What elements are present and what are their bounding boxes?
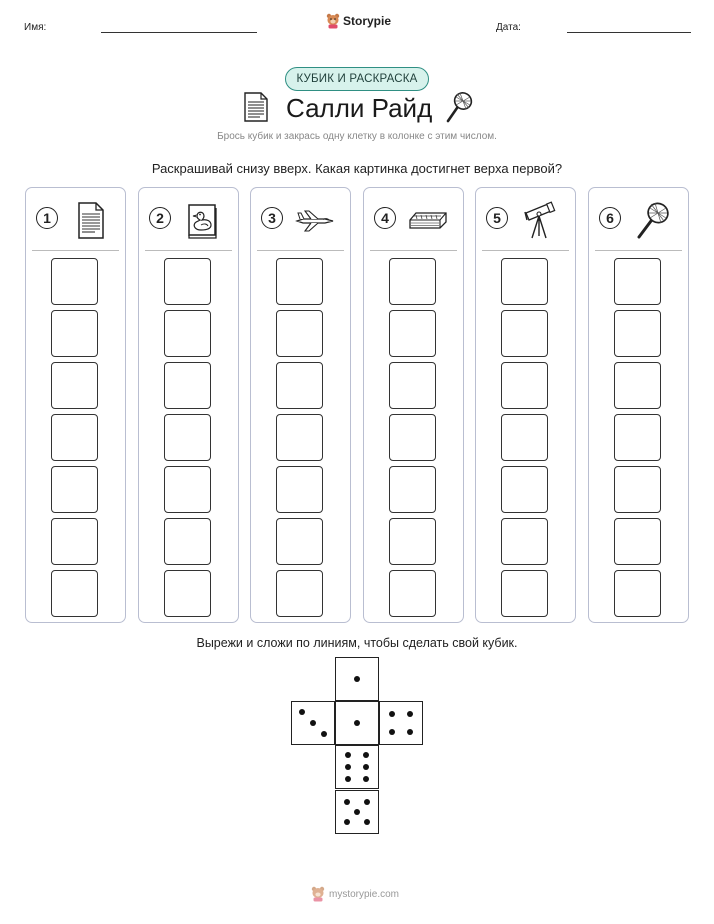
- coloring-cell[interactable]: [276, 414, 323, 461]
- die-pip: [310, 720, 316, 726]
- column-divider: [32, 250, 119, 251]
- die-pip: [321, 731, 327, 737]
- coloring-cell[interactable]: [51, 518, 98, 565]
- die-face-4: [379, 701, 423, 745]
- column-4: [363, 187, 464, 623]
- coloring-cell[interactable]: [389, 362, 436, 409]
- die-face-6: [335, 745, 379, 789]
- coloring-cell[interactable]: [389, 570, 436, 617]
- coloring-cell[interactable]: [51, 570, 98, 617]
- coloring-cell[interactable]: [501, 258, 548, 305]
- column-6: [588, 187, 689, 623]
- cut-instruction: Вырежи и сложи по линиям, чтобы сделать свой кубик.: [196, 636, 518, 650]
- brand-name: Storypie: [343, 14, 392, 28]
- die-pip: [344, 799, 350, 805]
- die-pip: [407, 729, 413, 735]
- die-pip: [299, 709, 305, 715]
- coloring-cell[interactable]: [389, 518, 436, 565]
- document-icon: [70, 200, 110, 240]
- telescope-icon: [520, 200, 560, 240]
- coloring-cell[interactable]: [501, 518, 548, 565]
- die-pip: [364, 819, 370, 825]
- coloring-cell[interactable]: [614, 414, 661, 461]
- column-number: 1: [36, 207, 58, 229]
- die-pip: [389, 711, 395, 717]
- coloring-cell[interactable]: [164, 570, 211, 617]
- coloring-cell[interactable]: [276, 466, 323, 513]
- die-pip: [345, 776, 351, 782]
- column-1: [25, 187, 126, 623]
- coloring-cell[interactable]: [501, 570, 548, 617]
- die-pip: [363, 776, 369, 782]
- name-label: Имя:: [24, 22, 47, 33]
- column-number: 2: [149, 207, 171, 229]
- column-divider: [257, 250, 344, 251]
- coloring-cell[interactable]: [51, 258, 98, 305]
- coloring-cell[interactable]: [164, 362, 211, 409]
- coloring-cell[interactable]: [276, 518, 323, 565]
- coloring-cell[interactable]: [501, 362, 548, 409]
- storypie-logo: [326, 13, 391, 29]
- die-pip: [407, 711, 413, 717]
- column-divider: [482, 250, 569, 251]
- coloring-cell[interactable]: [614, 518, 661, 565]
- die-pip: [354, 720, 360, 726]
- die-face-5: [335, 790, 379, 834]
- die-pip: [345, 764, 351, 770]
- coloring-cell[interactable]: [164, 518, 211, 565]
- column-3: [250, 187, 351, 623]
- coloring-cell[interactable]: [276, 570, 323, 617]
- column-number: 6: [599, 207, 621, 229]
- die-pip: [363, 764, 369, 770]
- instruction: Раскрашивай снизу вверх. Какая картинка достигнет верха первой?: [151, 161, 563, 176]
- column-number: 4: [374, 207, 396, 229]
- die-pip: [345, 752, 351, 758]
- coloring-cell[interactable]: [389, 466, 436, 513]
- column-divider: [145, 250, 232, 251]
- column-number: 3: [261, 207, 283, 229]
- coloring-cell[interactable]: [614, 362, 661, 409]
- coloring-cell[interactable]: [614, 310, 661, 357]
- die-pip: [354, 809, 360, 815]
- coloring-cell[interactable]: [51, 310, 98, 357]
- activity-badge: КУБИК И РАСКРАСКА: [285, 67, 429, 91]
- coloring-cell[interactable]: [614, 258, 661, 305]
- die-pip: [354, 676, 360, 682]
- die-pip: [344, 819, 350, 825]
- footer: [311, 886, 399, 902]
- coloring-cell[interactable]: [276, 362, 323, 409]
- coloring-cell[interactable]: [501, 414, 548, 461]
- column-number: 5: [486, 207, 508, 229]
- document-icon: [243, 92, 269, 122]
- coloring-cell[interactable]: [51, 362, 98, 409]
- page-title: Салли Райд: [286, 93, 433, 123]
- coloring-cell[interactable]: [389, 258, 436, 305]
- tennis-racket-icon: [633, 200, 673, 240]
- coloring-cell[interactable]: [51, 414, 98, 461]
- die-pip: [363, 752, 369, 758]
- die-pip: [389, 729, 395, 735]
- bear-icon: [326, 13, 340, 29]
- coloring-cell[interactable]: [164, 258, 211, 305]
- die-pip: [364, 799, 370, 805]
- name-line: [101, 32, 257, 33]
- die-face-3: [291, 701, 335, 745]
- footer-url: mystorypie.com: [329, 888, 400, 900]
- column-divider: [370, 250, 457, 251]
- coloring-cell[interactable]: [164, 310, 211, 357]
- die-face-1: [335, 701, 379, 745]
- column-2: [138, 187, 239, 623]
- mattress-icon: [408, 200, 448, 240]
- duck-book-icon: [183, 200, 223, 240]
- coloring-cell[interactable]: [164, 466, 211, 513]
- jet-plane-icon: [295, 200, 335, 240]
- coloring-cell[interactable]: [389, 310, 436, 357]
- coloring-cell[interactable]: [614, 570, 661, 617]
- column-5: [475, 187, 576, 623]
- coloring-cell[interactable]: [501, 310, 548, 357]
- coloring-cell[interactable]: [389, 414, 436, 461]
- subtitle: Брось кубик и закрась одну клетку в колонке с этим числом.: [217, 131, 497, 142]
- coloring-cell[interactable]: [276, 310, 323, 357]
- coloring-cell[interactable]: [164, 414, 211, 461]
- die-face-1: [335, 657, 379, 701]
- date-line: [567, 32, 691, 33]
- bear-icon: [311, 886, 325, 902]
- coloring-cell[interactable]: [501, 466, 548, 513]
- coloring-cell[interactable]: [51, 466, 98, 513]
- coloring-cell[interactable]: [614, 466, 661, 513]
- date-label: Дата:: [496, 22, 521, 33]
- column-divider: [595, 250, 682, 251]
- tennis-racket-icon: [444, 91, 474, 123]
- coloring-cell[interactable]: [276, 258, 323, 305]
